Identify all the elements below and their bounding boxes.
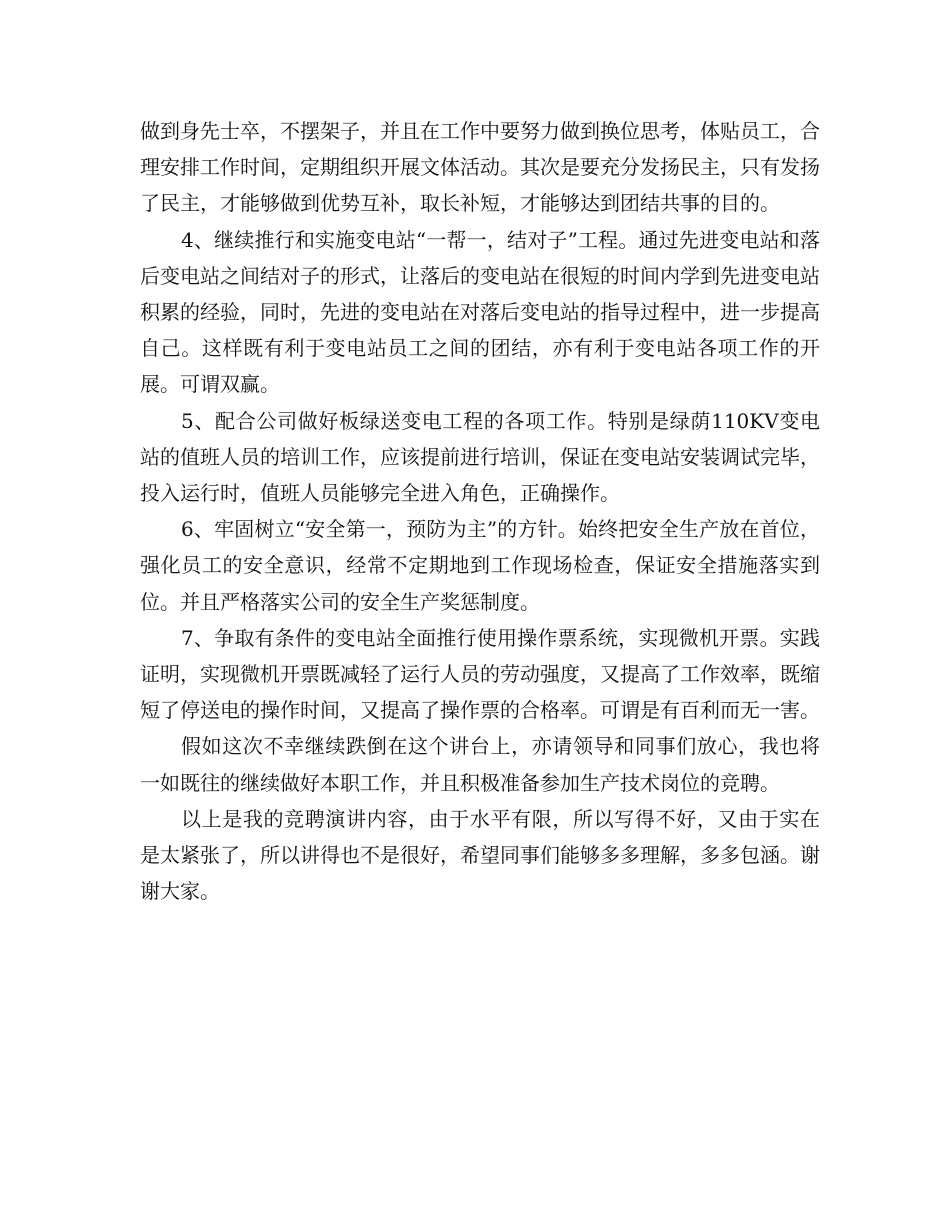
paragraph-closing: 以上是我的竞聘演讲内容，由于水平有限，所以写得不好，又由于实在是太紧张了，所以讲得也不是很好，希望同事们能够多多理解，多多包涵。谢谢大家。: [140, 806, 820, 904]
paragraph-item-5: 5、配合公司做好板绿送变电工程的各项工作。特别是绿荫110KV变电站的值班人员的培训工作，应该提前进行培训，保证在变电站安装调试完毕，投入运行时，值班人员能够完全进入角色，正确操作。: [140, 408, 820, 506]
paragraph-item-6: 6、牢固树立“安全第一，预防为主”的方针。始终把安全生产放在首位，强化员工的安全意识，经常不定期地到工作现场检查，保证安全措施落实到位。并且严格落实公司的安全生产奖惩制度。: [140, 517, 820, 614]
document-page: [140, 113, 820, 909]
paragraph-item-7: 7、争取有条件的变电站全面推行使用操作票系统，实现微机开票。实践证明，实现微机开票既减轻了运行人员的劳动强度，又提高了工作效率，既缩短了停送电的操作时间，又提高了操作票的合格率。可谓是有百利而无一害。: [140, 625, 820, 723]
paragraph-if-fail: 假如这次不幸继续跌倒在这个讲台上，亦请领导和同事们放心，我也将一如既往的继续做好本职工作，并且积极准备参加生产技术岗位的竞聘。: [140, 734, 820, 795]
paragraph-continued: 做到身先士卒，不摆架子，并且在工作中要努力做到换位思考，体贴员工，合理安排工作时间，定期组织开展文体活动。其次是要充分发扬民主，只有发扬了民主，才能够做到优势互补，取长补短，才能够达到团结共事的目的。: [140, 119, 820, 216]
paragraph-item-4: 4、继续推行和实施变电站“一帮一，结对子”工程。通过先进变电站和落后变电站之间结对子的形式，让落后的变电站在很短的时间内学到先进变电站积累的经验，同时，先进的变电站在对落后变电站的指导过程中，进一步提高自己。这样既有利于变电站员工之间的团结，亦有利于变电站各项工作的开展。可谓双赢。: [140, 227, 820, 397]
